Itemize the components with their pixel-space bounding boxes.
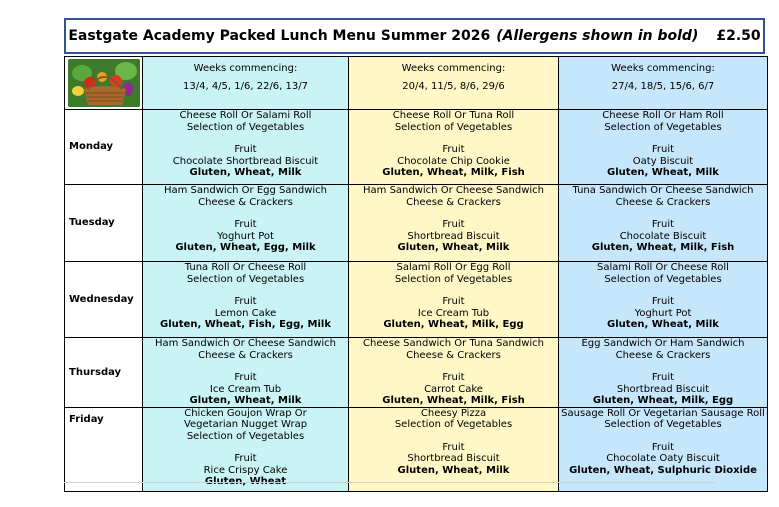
extra-line: Fruit bbox=[651, 219, 675, 230]
week2-dates: 20/4, 11/5, 8/6, 29/6 bbox=[402, 80, 505, 92]
table-row bbox=[65, 262, 768, 338]
menu-cell bbox=[143, 407, 349, 491]
meal-line: Cheese & Crackers bbox=[615, 349, 711, 361]
extra-line: Yoghurt Pot bbox=[217, 230, 274, 242]
week2-header bbox=[349, 57, 559, 110]
menu-cell bbox=[559, 262, 768, 338]
allergen-list: Gluten, Wheat, Milk bbox=[189, 395, 302, 406]
meal-line: Cheese & Crackers bbox=[406, 349, 501, 361]
menu-cell bbox=[143, 262, 349, 338]
allergen-list: Gluten, Wheat, Fish, Egg, Milk bbox=[160, 319, 331, 330]
meal-line: Salami Roll Or Cheese Roll bbox=[597, 262, 729, 273]
meal-line: Cheese Roll Or Salami Roll bbox=[179, 110, 312, 121]
allergen-list: Gluten, Wheat, Milk bbox=[189, 167, 302, 178]
day-label-thursday: Thursday bbox=[65, 338, 143, 408]
allergen-list: Gluten, Wheat, Sulphuric Dioxide bbox=[569, 464, 757, 476]
table-row bbox=[65, 407, 768, 491]
meal-line: Selection of Vegetables bbox=[394, 121, 513, 133]
week1-label: Weeks commencing: bbox=[193, 63, 298, 74]
extra-line: Fruit bbox=[234, 219, 257, 230]
extra-line: Fruit bbox=[234, 296, 257, 307]
allergen-list: Gluten, Wheat, Milk, Fish bbox=[382, 167, 525, 178]
extra-line: Fruit bbox=[651, 372, 675, 383]
menu-cell bbox=[559, 110, 768, 185]
meal-line: Selection of Vegetables bbox=[186, 273, 305, 285]
menu-title-box bbox=[64, 18, 765, 54]
allergen-list: Gluten, Wheat, Milk, Fish bbox=[382, 395, 525, 406]
meal-line: Cheese & Crackers bbox=[198, 196, 293, 208]
week1-header bbox=[143, 57, 349, 110]
menu-cell bbox=[143, 338, 349, 408]
extra-line: Carrot Cake bbox=[424, 383, 483, 395]
week3-header bbox=[559, 57, 768, 110]
extra-line: Chocolate Shortbread Biscuit bbox=[172, 155, 319, 167]
week2-label: Weeks commencing: bbox=[401, 63, 506, 74]
allergen-list: Gluten, Wheat, Milk, Egg bbox=[592, 395, 734, 406]
menu-title: Eastgate Academy Packed Lunch Menu Summer 2026 bbox=[68, 28, 491, 44]
extra-line: Fruit bbox=[651, 144, 675, 155]
allergen-list: Gluten, Wheat, Milk bbox=[397, 242, 510, 253]
extra-line: Yoghurt Pot bbox=[634, 307, 692, 319]
allergen-list: Gluten, Wheat, Milk, Fish bbox=[591, 242, 735, 253]
meal-line: Chicken Goujon Wrap Or bbox=[184, 407, 307, 419]
vegetable-basket-icon bbox=[68, 59, 140, 107]
extra-line: Fruit bbox=[442, 441, 465, 453]
allergen-list: Gluten, Wheat, Egg, Milk bbox=[175, 242, 316, 253]
week3-label: Weeks commencing: bbox=[611, 63, 715, 74]
menu-cell bbox=[349, 407, 559, 491]
allergen-list: Gluten, Wheat, Milk bbox=[607, 319, 719, 330]
extra-line: Shortbread Biscuit bbox=[407, 453, 500, 464]
meal-line: Ham Sandwich Or Cheese Sandwich bbox=[363, 185, 544, 196]
meal-line: Vegetarian Nugget Wrap bbox=[183, 419, 308, 430]
extra-line: Fruit bbox=[442, 296, 465, 307]
lunch-menu-table bbox=[64, 56, 768, 492]
meal-line: Selection of Vegetables bbox=[186, 121, 305, 133]
vegetable-basket-photo bbox=[68, 59, 140, 107]
menu-cell bbox=[559, 338, 768, 408]
extra-line: Fruit bbox=[442, 219, 465, 230]
extra-line: Rice Crispy Cake bbox=[203, 464, 288, 476]
meal-line: Tuna Sandwich Or Cheese Sandwich bbox=[572, 185, 754, 196]
meal-line: Cheese Sandwich Or Tuna Sandwich bbox=[363, 338, 544, 349]
allergen-note: (Allergens shown in bold) bbox=[496, 28, 699, 44]
price-label: £2.50 bbox=[716, 28, 761, 44]
extra-line: Fruit bbox=[234, 144, 257, 155]
meal-line: Selection of Vegetables bbox=[394, 273, 513, 285]
meal-line: Cheese & Crackers bbox=[406, 196, 501, 208]
allergen-list: Gluten, Wheat bbox=[204, 476, 287, 487]
allergen-list: Gluten, Wheat, Milk bbox=[397, 464, 510, 476]
extra-line: Oaty Biscuit bbox=[632, 155, 694, 167]
extra-line: Chocolate Chip Cookie bbox=[397, 155, 510, 167]
menu-cell bbox=[349, 185, 559, 262]
menu-cell bbox=[349, 338, 559, 408]
meal-line: Cheese Roll Or Ham Roll bbox=[602, 110, 724, 121]
menu-cell bbox=[349, 110, 559, 185]
meal-line: Cheese & Crackers bbox=[198, 349, 293, 361]
extra-line: Fruit bbox=[651, 441, 675, 453]
meal-line: Tuna Roll Or Cheese Roll bbox=[184, 262, 307, 273]
week1-dates: 13/4, 4/5, 1/6, 22/6, 13/7 bbox=[183, 80, 308, 92]
extra-line: Fruit bbox=[651, 296, 675, 307]
table-row bbox=[65, 110, 768, 185]
extra-line: Chocolate Oaty Biscuit bbox=[606, 453, 720, 464]
allergen-list: Gluten, Wheat, Milk, Egg bbox=[383, 319, 524, 330]
extra-line: Ice Cream Tub bbox=[209, 383, 282, 395]
extra-line: Shortbread Biscuit bbox=[407, 230, 500, 242]
table-row bbox=[65, 185, 768, 262]
meal-line: Selection of Vegetables bbox=[604, 121, 722, 133]
meal-line: Selection of Vegetables bbox=[604, 273, 722, 285]
header-image-cell bbox=[65, 57, 143, 110]
meal-line: Egg Sandwich Or Ham Sandwich bbox=[581, 338, 745, 349]
week3-dates: 27/4, 18/5, 15/6, 6/7 bbox=[611, 80, 715, 92]
meal-line: Selection of Vegetables bbox=[394, 419, 513, 430]
extra-line: Fruit bbox=[442, 144, 465, 155]
meal-line: Cheese & Crackers bbox=[615, 196, 711, 208]
extra-line: Ice Cream Tub bbox=[417, 307, 490, 319]
extra-line: Chocolate Biscuit bbox=[619, 230, 707, 242]
day-label-monday: Monday bbox=[65, 110, 143, 185]
extra-line: Lemon Cake bbox=[214, 307, 277, 319]
page-divider bbox=[64, 482, 715, 487]
extra-line: Shortbread Biscuit bbox=[616, 383, 710, 395]
meal-line: Selection of Vegetables bbox=[604, 419, 722, 430]
menu-cell bbox=[349, 262, 559, 338]
meal-line: Salami Roll Or Egg Roll bbox=[396, 262, 511, 273]
meal-line: Ham Sandwich Or Cheese Sandwich bbox=[155, 338, 336, 349]
meal-line: Selection of Vegetables bbox=[186, 430, 305, 442]
day-label-wednesday: Wednesday bbox=[65, 262, 143, 338]
menu-cell bbox=[559, 185, 768, 262]
day-label-friday: Friday bbox=[65, 407, 143, 491]
extra-line: Fruit bbox=[234, 372, 257, 383]
meal-line: Sausage Roll Or Vegetarian Sausage Roll bbox=[561, 407, 765, 419]
meal-line: Cheesy Pizza bbox=[420, 407, 487, 419]
day-label-tuesday: Tuesday bbox=[65, 185, 143, 262]
extra-line: Fruit bbox=[442, 372, 465, 383]
menu-cell bbox=[559, 407, 768, 491]
menu-cell bbox=[143, 110, 349, 185]
extra-line: Fruit bbox=[234, 453, 257, 464]
meal-line: Ham Sandwich Or Egg Sandwich bbox=[163, 185, 327, 196]
meal-line: Cheese Roll Or Tuna Roll bbox=[392, 110, 515, 121]
table-row bbox=[65, 338, 768, 408]
weeks-header-row bbox=[65, 57, 768, 110]
allergen-list: Gluten, Wheat, Milk bbox=[607, 167, 719, 178]
menu-cell bbox=[143, 185, 349, 262]
